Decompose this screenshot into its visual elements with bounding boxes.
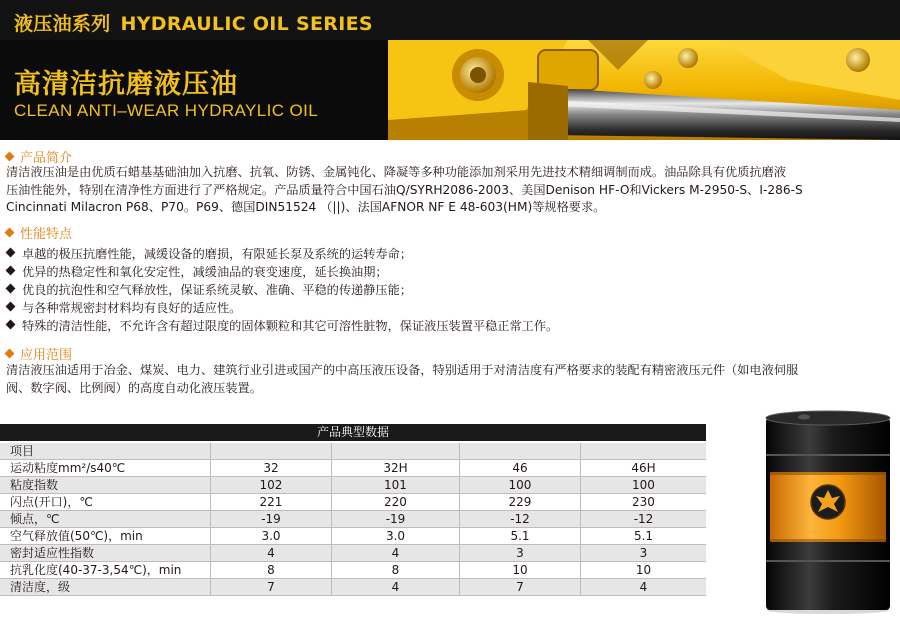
table-cell: -12	[580, 511, 706, 528]
table-cell: 102	[211, 477, 332, 494]
table-cell: 3.0	[211, 528, 332, 545]
diamond-icon	[5, 228, 15, 238]
table-row-label: 运动粘度mm²/s40℃	[0, 460, 211, 477]
table-cell: -12	[460, 511, 581, 528]
table-row-label: 清洁度，级	[0, 579, 211, 596]
table-cell: 46H	[580, 460, 706, 477]
bullet-icon	[6, 266, 16, 276]
table-cell: 4	[211, 545, 332, 562]
series-title	[14, 9, 373, 36]
typical-data-table	[0, 443, 706, 596]
bullet-icon	[6, 320, 16, 330]
table-row-label: 密封适应性指数	[0, 545, 211, 562]
series-title-en: HYDRAULIC OIL SERIES	[120, 13, 373, 35]
feature-item: 优良的抗泡性和空气释放性，保证系统灵敏、准确、平稳的传递静压能；	[6, 282, 412, 300]
table-row	[0, 579, 706, 596]
bullet-icon	[6, 284, 16, 294]
table-cell: 4	[580, 579, 706, 596]
table-row-label: 抗乳化度(40-37-3,54℃)，min	[0, 562, 211, 579]
table-cell: 7	[211, 579, 332, 596]
table-row	[0, 460, 706, 477]
application-paragraph	[6, 362, 900, 397]
diamond-icon	[5, 349, 15, 359]
table-cell: 10	[580, 562, 706, 579]
table-row	[0, 443, 706, 460]
table-row	[0, 477, 706, 494]
table-row-label: 倾点，℃	[0, 511, 211, 528]
oil-drum-image	[764, 410, 892, 614]
table-cell: 5.1	[580, 528, 706, 545]
table-cell: -19	[331, 511, 459, 528]
table-cell: 221	[211, 494, 332, 511]
table-cell: 8	[211, 562, 332, 579]
table-cell	[331, 443, 459, 460]
table-row	[0, 545, 706, 562]
table-cell: 100	[580, 477, 706, 494]
table-cell: 4	[331, 579, 459, 596]
product-title-cn: 高清洁抗磨液压油	[14, 69, 238, 100]
table-cell: -19	[211, 511, 332, 528]
feature-item: 与各种常规密封材料均有良好的适应性。	[6, 300, 241, 318]
intro-line: Cincinnati Milacron P68、P70。P69、德国DIN51524 （||)、法国AFNOR NF E 48-603(HM)等规格要求。	[6, 200, 606, 215]
section-heading-application: 应用范围	[6, 344, 72, 363]
feature-item: 特殊的清洁性能，不允许含有超过限度的固体颗粒和其它可溶性脏物，保证液压装置平稳正常工作。	[6, 318, 558, 336]
header-banner	[0, 0, 900, 140]
diamond-icon	[5, 152, 15, 162]
table-cell: 10	[460, 562, 581, 579]
table-cell: 4	[331, 545, 459, 562]
table-cell: 100	[460, 477, 581, 494]
table-cell	[580, 443, 706, 460]
table-cell: 3	[460, 545, 581, 562]
application-line: 清洁液压油适用于冶金、煤炭、电力、建筑行业引进或国产的中高压液压设备，特别适用于对清洁度有严格要求的装配有精密液压元件（如电液伺服	[6, 363, 799, 377]
table-row	[0, 562, 706, 579]
table-cell: 8	[331, 562, 459, 579]
table-cell: 3.0	[331, 528, 459, 545]
table-cell: 7	[460, 579, 581, 596]
intro-line: 压油性能外，特别在清净性方面进行了严格规定。产品质量符合中国石油Q/SYRH2086-2003、美国Denison HF-O和Vickers M-2950-S、I-286-S	[6, 182, 803, 197]
table-cell: 32	[211, 460, 332, 477]
application-line: 阀、数字阀、比例阀）的高度自动化液压装置。	[6, 380, 262, 395]
table-row-label: 空气释放值(50℃)，min	[0, 528, 211, 545]
intro-paragraph	[6, 164, 900, 217]
table-cell: 3	[580, 545, 706, 562]
table-row-label: 闪点(开口)，℃	[0, 494, 211, 511]
series-bar	[0, 0, 900, 40]
table-cell: 220	[331, 494, 459, 511]
section-heading-features: 性能特点	[6, 223, 72, 242]
product-title-en: CLEAN ANTI–WEAR HYDRAYLIC OIL	[14, 101, 319, 120]
table-row	[0, 528, 706, 545]
table-row-label: 粘度指数	[0, 477, 211, 494]
table-row	[0, 494, 706, 511]
table-cell	[211, 443, 332, 460]
table-cell: 101	[331, 477, 459, 494]
feature-item: 优异的热稳定性和氧化安定性，减缓油品的衰变速度，延长换油期；	[6, 264, 388, 282]
feature-item: 卓越的极压抗磨性能，减缓设备的磨损，有限延长泵及系统的运转寿命；	[6, 246, 412, 264]
table-title: 产品典型数据	[0, 424, 706, 441]
section-heading-intro: 产品简介	[6, 147, 72, 166]
intro-line: 清洁液压油是由优质石蜡基基础油加入抗磨、抗氧、防锈、金属钝化、降凝等多种功能添加剂采用先进技术精细调制而成。油品除具有优质抗磨液	[6, 165, 786, 179]
table-cell: 46	[460, 460, 581, 477]
bullet-icon	[6, 248, 16, 258]
table-row-label: 项目	[0, 443, 211, 460]
table-row	[0, 511, 706, 528]
table-cell: 230	[580, 494, 706, 511]
hydraulic-cylinder-photo	[388, 40, 900, 140]
table-cell: 32H	[331, 460, 459, 477]
table-cell: 229	[460, 494, 581, 511]
table-cell: 5.1	[460, 528, 581, 545]
bullet-icon	[6, 302, 16, 312]
table-cell	[460, 443, 581, 460]
series-title-cn: 液压油系列	[14, 13, 111, 35]
